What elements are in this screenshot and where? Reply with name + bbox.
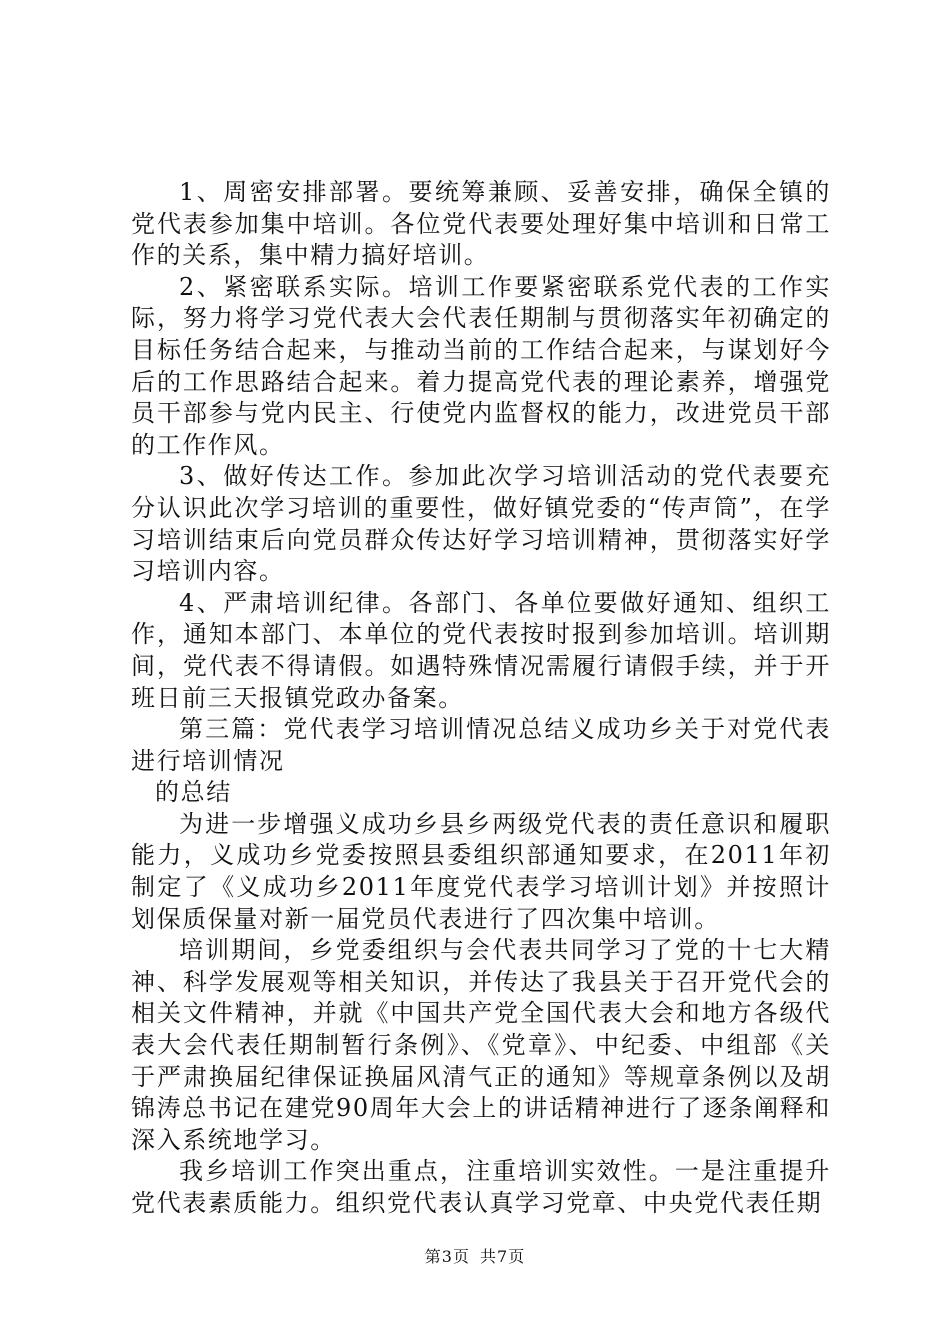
paragraph-key-points: 我乡培训工作突出重点，注重培训实效性。一是注重提升党代表素质能力。组织党代表认真学习党章、中央党代表任期 [131,1157,831,1217]
paragraph-discipline: 4、严肃培训纪律。各部门、各单位要做好通知、组织工作，通知本部门、本单位的党代表按时报到参加培训。培训期间，党代表不得请假。如遇特殊情况需履行请假手续，并于开班日前三天报镇党政办备案。 [131,588,831,712]
paragraph-communication: 3、做好传达工作。参加此次学习培训活动的党代表要充分认识此次学习培训的重要性，做好镇党委的“传声筒”，在学习培训结束后向党员群众传达好学习培训精神，贯彻落实好学习培训内容。 [131,462,831,586]
paragraph-practice: 2、紧密联系实际。培训工作要紧密联系党代表的工作实际，努力将学习党代表大会代表任期制与贯彻落实年初确定的目标任务结合起来，与推动当前的工作结合起来，与谋划好今后的工作思路结合起来。着力提高党代表的理论素养，增强党员干部参与党内民主、行使党内监督权的能力，改进党员干部的工作作风。 [131,272,831,459]
document-body [131,177,831,1220]
paragraph-introduction: 为进一步增强义成功乡县乡两级党代表的责任意识和履职能力，义成功乡党委按照县委组织部通知要求，在2011年初制定了《义成功乡2011年度党代表学习培训计划》并按照计划保质保量对新一届党员代表进行了四次集中培训。 [131,809,831,933]
page-number: 第3页 [424,1247,470,1266]
section-title-continued: 的总结 [155,778,232,807]
page-total: 共7页 [480,1247,526,1266]
page-footer [0,1244,950,1267]
paragraph-arrangement: 1、周密安排部署。要统筹兼顾、妥善安排，确保全镇的党代表参加集中培训。各位党代表要处理好集中培训和日常工作的关系，集中精力搞好培训。 [131,178,831,270]
section-title: 第三篇：党代表学习培训情况总结义成功乡关于对党代表进行培训情况 [131,715,831,775]
paragraph-training-period: 培训期间，乡党委组织与会代表共同学习了党的十七大精神、科学发展观等相关知识，并传达了我县关于召开党代会的相关文件精神，并就《中国共产党全国代表大会和地方各级代表大会代表任期制暂行条例》、《党章》、中纪委、中组部《关于严肃换届纪律保证换届风清气正的通知》等规章条例以及胡锦涛总书记在建党90周年大会上的讲话精神进行了逐条阐释和深入系统地学习。 [131,936,831,1154]
